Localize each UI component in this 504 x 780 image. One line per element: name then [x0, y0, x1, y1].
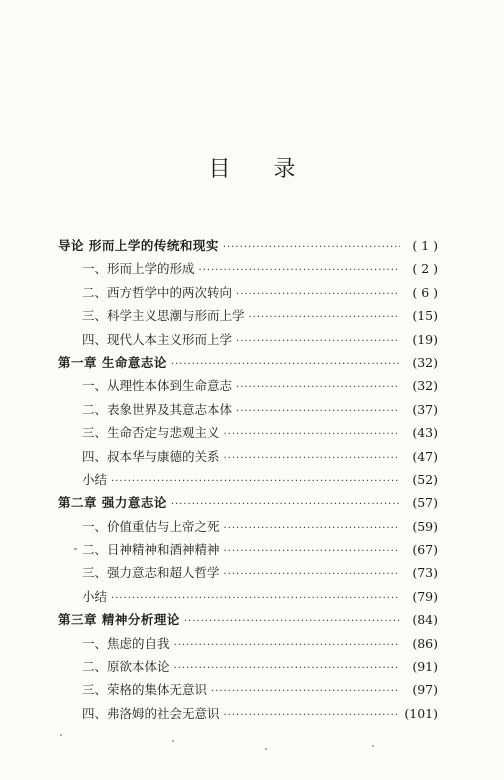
- toc-entry-page: (37): [412, 401, 438, 417]
- toc-entry-title: 三、科学主义思潮与形而上学: [82, 308, 245, 324]
- toc-section-entry: [58, 283, 438, 306]
- dot-leader: [224, 569, 400, 580]
- toc-entry-page: (67): [412, 542, 438, 558]
- dot-leader: [111, 593, 400, 604]
- toc-entry-page: (84): [412, 612, 438, 628]
- toc-section-entry: [58, 634, 438, 657]
- toc-section-entry: [58, 400, 438, 423]
- toc-entry-title: 二、西方哲学中的两次转向: [82, 284, 233, 300]
- toc-entry-page: (73): [412, 565, 438, 581]
- toc-chapter-entry: [58, 493, 438, 516]
- dot-leader: [111, 476, 400, 487]
- toc-section-entry: [58, 259, 438, 282]
- dot-leader: [211, 686, 400, 697]
- toc-section-entry: [58, 587, 438, 610]
- dot-leader: [171, 359, 400, 370]
- toc-entry-page: (91): [412, 659, 438, 675]
- dot-leader: [224, 429, 400, 440]
- toc-section-entry: [58, 470, 438, 493]
- toc-section-entry: [58, 330, 438, 353]
- toc-entry-title: 二、表象世界及其意志本体: [82, 401, 233, 417]
- toc-entry-page: (101): [404, 705, 438, 721]
- toc-entry-title: 三、荣格的集体无意识: [82, 682, 208, 698]
- toc-entry-title: 三、生命否定与悲观主义: [82, 425, 220, 441]
- toc-section-entry: [58, 376, 438, 399]
- dot-leader: [224, 523, 400, 534]
- toc-entry-title: 二、日神精神和酒神精神: [82, 542, 220, 558]
- toc-entry-page: (52): [412, 471, 438, 487]
- dot-leader: [174, 640, 400, 651]
- dot-leader: [224, 546, 400, 557]
- toc-chapter-entry: [58, 353, 438, 376]
- toc-section-entry: [58, 704, 438, 727]
- toc-entry-title: 一、从理性本体到生命意志: [82, 378, 233, 394]
- toc-entry-title: 一、价值重估与上帝之死: [82, 518, 220, 534]
- dot-leader: [224, 453, 400, 464]
- toc-entry-page: (43): [412, 425, 438, 441]
- table-of-contents: [58, 236, 438, 727]
- toc-entry-page: (97): [412, 682, 438, 698]
- toc-entry-title: 一、焦虑的自我: [82, 635, 170, 651]
- toc-section-entry: [58, 423, 438, 446]
- dot-leader: [184, 616, 400, 627]
- toc-entry-title: 一、形而上学的形成: [82, 261, 195, 277]
- toc-entry-title: 第一章 生命意志论: [58, 354, 167, 370]
- page-title: 目 录: [208, 157, 314, 182]
- dot-leader: [199, 265, 400, 276]
- toc-entry-page: (79): [412, 588, 438, 604]
- dot-leader: [249, 312, 400, 323]
- toc-entry-page: (32): [412, 354, 438, 370]
- dot-leader: [174, 663, 400, 674]
- toc-entry-page: (86): [412, 635, 438, 651]
- toc-entry-title: 四、叔本华与康德的关系: [82, 448, 220, 464]
- toc-entry-title: 四、现代人本主义形而上学: [82, 331, 233, 347]
- toc-entry-page: (32): [412, 378, 438, 394]
- toc-entry-title: 三、强力意志和超人哲学: [82, 565, 220, 581]
- toc-entry-page: (59): [412, 518, 438, 534]
- toc-section-entry: [58, 306, 438, 329]
- toc-entry-title: 四、弗洛姆的社会无意识: [82, 705, 220, 721]
- dot-leader: [223, 242, 400, 253]
- toc-chapter-entry: [58, 610, 438, 633]
- toc-section-entry: [58, 657, 438, 680]
- toc-entry-page: ( 2 ): [412, 261, 438, 277]
- toc-entry-page: ( 1 ): [412, 238, 438, 253]
- toc-entry-page: (19): [412, 331, 438, 347]
- toc-chapter-entry: [58, 236, 438, 259]
- dot-leader: [171, 499, 400, 510]
- toc-entry-title: 第三章 精神分析理论: [58, 612, 180, 628]
- toc-entry-page: ( 6 ): [412, 284, 438, 300]
- dot-leader: [236, 406, 400, 417]
- toc-entry-page: (15): [412, 308, 438, 324]
- toc-entry-page: (57): [412, 495, 438, 511]
- toc-entry-title: 二、原欲本体论: [82, 659, 170, 675]
- toc-section-entry: [58, 540, 438, 563]
- toc-entry-title: 导论 形而上学的传统和现实: [58, 238, 219, 253]
- dot-leader: [236, 382, 400, 393]
- toc-entry-title: 小结: [82, 471, 108, 487]
- dot-leader: [224, 710, 400, 721]
- dot-leader: [236, 336, 400, 347]
- toc-entry-title: 第二章 强力意志论: [58, 495, 167, 511]
- dot-leader: [236, 289, 400, 300]
- toc-section-entry: [58, 563, 438, 586]
- toc-entry-title: 小结: [82, 588, 108, 604]
- toc-entry-page: (47): [412, 448, 438, 464]
- toc-section-entry: [58, 517, 438, 540]
- toc-section-entry: [58, 680, 438, 703]
- toc-section-entry: [58, 447, 438, 470]
